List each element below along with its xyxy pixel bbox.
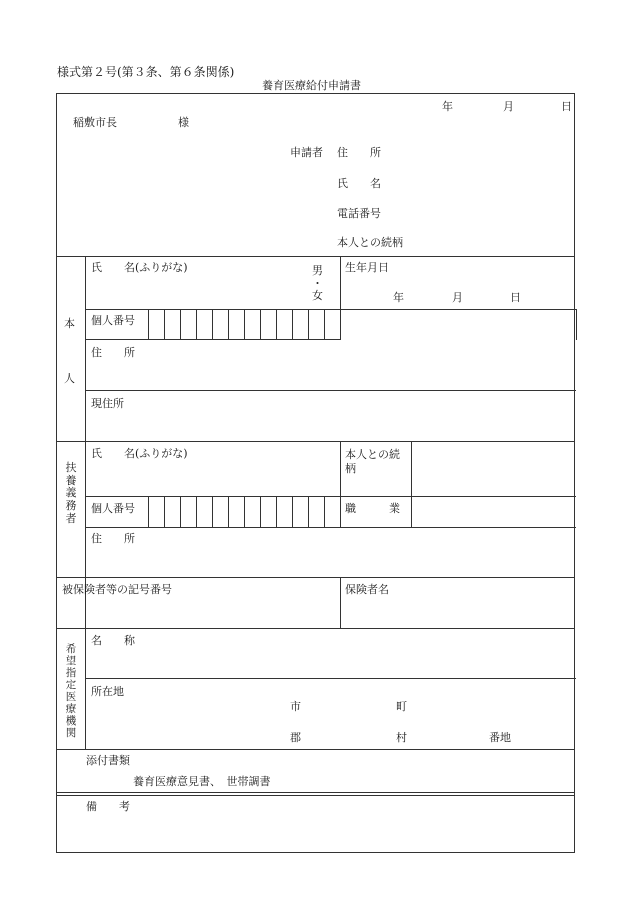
remarks-label: 備 考 [86,800,130,813]
attachments-label: 添付書類 [86,754,130,767]
date-year-label: 年 [442,100,453,113]
child-id-label: 個人番号 [91,314,135,327]
gender-male: 男 [312,264,323,277]
institution-name-label: 名 称 [91,634,135,647]
date-month-label: 月 [503,100,514,113]
addressee-honorific: 様 [178,116,189,129]
attachments-items: 養育医療意見書、 世帯調書 [133,775,271,788]
applicant-name-label: 氏 名 [337,177,381,190]
date-day-label: 日 [561,100,572,113]
location-county: 郡 [290,731,301,744]
location-village: 村 [396,731,407,744]
guardian-section-label: 扶養義務者 [65,461,77,525]
birth-day-label: 日 [510,291,521,304]
guardian-name-label: 氏 名(ふりがな) [91,447,188,460]
location-lot: 番地 [489,731,511,744]
location-city: 市 [290,700,301,713]
birthdate-label: 生年月日 [345,261,389,274]
form-title: 養育医療給付申請書 [262,79,361,92]
insurer-name-label: 保険者名 [345,583,389,596]
guardian-address-label: 住 所 [91,532,135,545]
child-section-label-2: 人 [64,372,75,385]
insured-number-label: 被保険者等の記号番号 [62,583,172,596]
guardian-id-label: 個人番号 [91,502,135,515]
applicant-address-label: 住 所 [337,146,381,159]
birth-year-label: 年 [393,291,404,304]
guardian-occupation-label: 職 業 [345,502,400,515]
gender-dot: ・ [312,277,323,290]
child-section-label-1: 本 [64,317,75,330]
applicant-phone-label: 電話番号 [337,207,381,220]
form-number: 様式第２号(第３条、第６条関係) [57,65,235,79]
guardian-relation-label: 本人との続柄 [345,448,400,476]
child-current-address-label: 現住所 [91,397,124,410]
birth-month-label: 月 [452,291,463,304]
institution-location-label: 所在地 [91,685,124,698]
location-town: 町 [396,700,407,713]
institution-section-label: 希望指定医療機関 [65,643,77,740]
applicant-relation-label: 本人との続柄 [337,236,403,249]
child-address-label: 住 所 [91,346,135,359]
addressee-name: 稲敷市長 [73,116,117,129]
gender-female: 女 [312,289,323,302]
child-name-label: 氏 名(ふりがな) [91,261,188,274]
applicant-label: 申請者 [290,146,323,159]
